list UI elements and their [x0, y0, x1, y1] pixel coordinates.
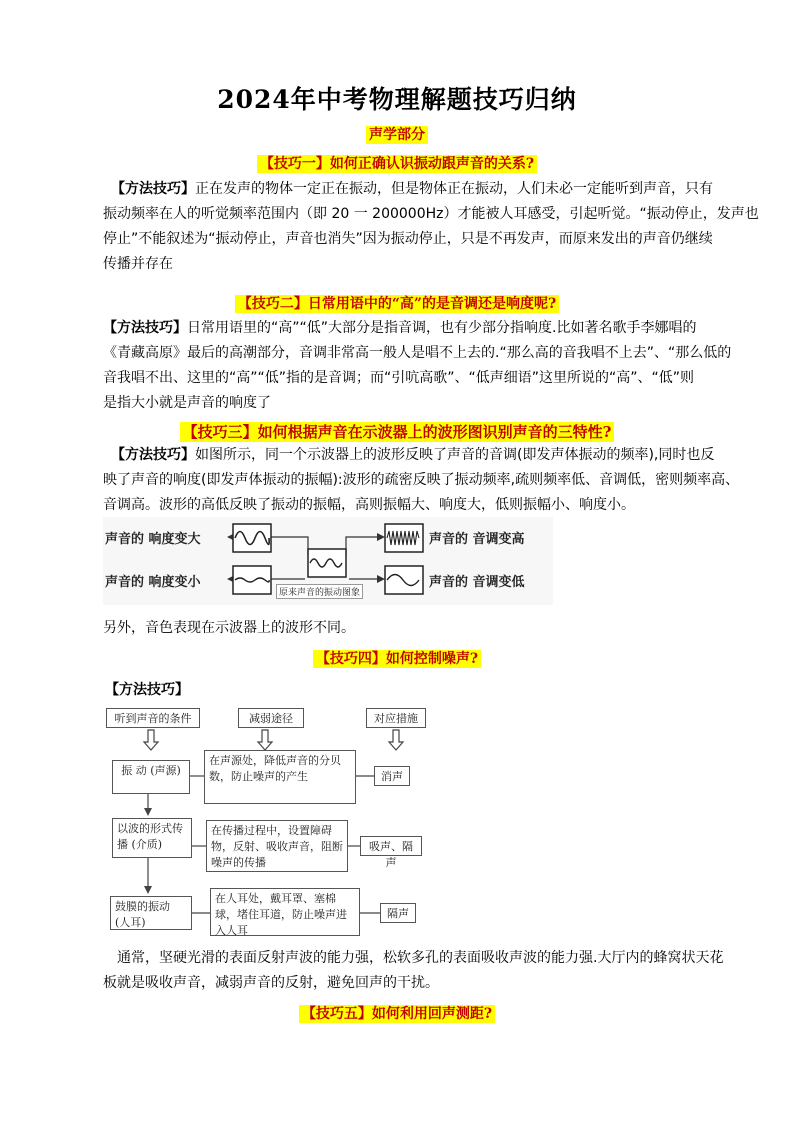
connector-line [273, 537, 308, 555]
flow-header-methods: 减弱途径 [238, 708, 304, 728]
label-pitch-down: 声音的 音调变低 [429, 575, 525, 590]
flow-row1-mid: 在声源处，降低声音的分贝数，防止噪声的产生 [204, 750, 356, 804]
tip3-line1: 【方法技巧】如图所示，同一个示波器上的波形反映了声音的音调(即发声体振动的频率),同时也反 [111, 447, 715, 463]
page-title: 2024年中考物理解题技巧归纳 [217, 85, 577, 114]
tip1-line2: 振动频率在人的听觉频率范围内（即 20 一 200000Hz）才能被人耳感受，引起听觉。“振动停止，发声也 [103, 206, 759, 222]
tip4-heading: 【技巧四】如何控制噪声? [313, 650, 481, 668]
tip4-method-label: 【方法技巧】 [105, 682, 189, 698]
tip3-line3: 音调高。波形的高低反映了振动的振幅，高则振幅大、响度大，低则振幅小、响度小。 [103, 497, 635, 513]
flow-row2-mid: 在传播过程中，设置障碍物，反射、吸收声音，阻断噪声的传播 [206, 820, 348, 872]
down-arrow-icon [258, 730, 272, 750]
tip3-line2: 映了声音的响度(即发声体振动的振幅):波形的疏密反映了振动频率,疏则频率低、音调低，密则频率高、 [103, 472, 740, 488]
flow-row3-right: 隔声 [380, 903, 416, 923]
label-loudness-down: 声音的 响度变小 [105, 575, 201, 590]
tip3-body [103, 443, 740, 518]
noise-control-flowchart [104, 706, 424, 938]
tip5-heading: 【技巧五】如何利用回声测距? [299, 1005, 495, 1023]
tip3-method-label: 【方法技巧】 [111, 447, 195, 463]
flow-header-measures: 对应措施 [366, 708, 426, 728]
tip4-body [103, 946, 724, 996]
tip4-line2: 板就是吸收声音，减弱声音的反射，避免回声的干扰。 [103, 975, 439, 991]
oscilloscope-diagram [103, 517, 553, 605]
arrow-right-icon [377, 533, 385, 541]
down-arrow-icon [144, 730, 158, 750]
flow-row3-mid: 在人耳处，戴耳罩、塞棉球，堵住耳道，防止噪声进入人耳 [210, 888, 360, 936]
tip2-method-label: 【方法技巧】 [103, 320, 187, 336]
section-heading [0, 124, 794, 144]
flow-row3-left: 鼓膜的振动 (人耳) [110, 896, 192, 930]
tip4-line1: 通常，坚硬光滑的表面反射声波的能力强，松软多孔的表面吸收声波的能力强.大厅内的蜂窝状天花 [117, 950, 724, 966]
tip3-heading-row [0, 421, 794, 442]
label-loudness-up: 声音的 响度变大 [105, 532, 201, 547]
tip2-line4: 是指大小就是声音的响度了 [103, 395, 271, 411]
flow-row1-left: 振 动 (声源) [112, 760, 190, 794]
down-arrow-icon [144, 886, 152, 894]
label-pitch-up: 声音的 音调变高 [429, 532, 525, 547]
arrow-right-icon [377, 575, 385, 583]
tip2-body [103, 316, 732, 416]
tip1-line4: 传播并存在 [103, 256, 173, 272]
tip3-note [103, 616, 715, 641]
flow-row2-left: 以波的形式传播 (介质) [112, 818, 192, 858]
tip1-line1: 【方法技巧】正在发声的物体一定正在振动，但是物体正在振动，人们未必一定能听到声音，只有 [111, 181, 713, 197]
tip3-heading: 【技巧三】如何根据声音在示波器上的波形图识别声音的三特性? [180, 422, 615, 442]
flow-header-conditions: 听到声音的条件 [106, 708, 200, 728]
tip2-line2: 《青藏高原》最后的高潮部分，音调非常高一般人是唱不上去的.“那么高的音我唱不上去”、“那么低的 [103, 345, 732, 361]
tip1-heading-row [0, 153, 794, 173]
tip2-line3: 音我唱不出、这里的“高”“低”指的是音调；而“引吭高歌”、“低声细语”这里所说的“高”、“低”则 [103, 370, 695, 386]
scope-pitch-down [385, 566, 423, 594]
flow-row1-right: 消声 [374, 766, 410, 786]
tip1-method-label: 【方法技巧】 [111, 181, 195, 197]
tip4-heading-row [0, 648, 794, 668]
down-arrow-icon [144, 808, 152, 816]
label-original-waveform: 原来声音的振动图象 [276, 584, 363, 599]
tip2-heading-row [0, 293, 794, 313]
tip1-heading: 【技巧一】如何正确认识振动跟声音的关系? [257, 155, 537, 173]
down-arrow-icon [389, 730, 403, 750]
tip2-heading: 【技巧二】日常用语中的“高”的是音调还是响度呢? [235, 295, 559, 313]
tip1-line3: 停止”不能叙述为“振动停止，声音也消失”因为振动停止，只是不再发声，而原来发出的声音仍继续 [103, 231, 713, 247]
tip5-heading-row [0, 1003, 794, 1023]
scope-original [308, 549, 346, 577]
tip1-body [103, 177, 759, 277]
tip2-line1: 【方法技巧】日常用语里的“高”“低”大部分是指音调，也有少部分指响度.比如著名歌手李娜唱的 [103, 320, 697, 336]
tip3-note-line: 另外，音色表现在示波器上的波形不同。 [103, 620, 355, 636]
flow-row2-right: 吸声、隔声 [360, 836, 422, 856]
section-label: 声学部分 [366, 126, 428, 144]
